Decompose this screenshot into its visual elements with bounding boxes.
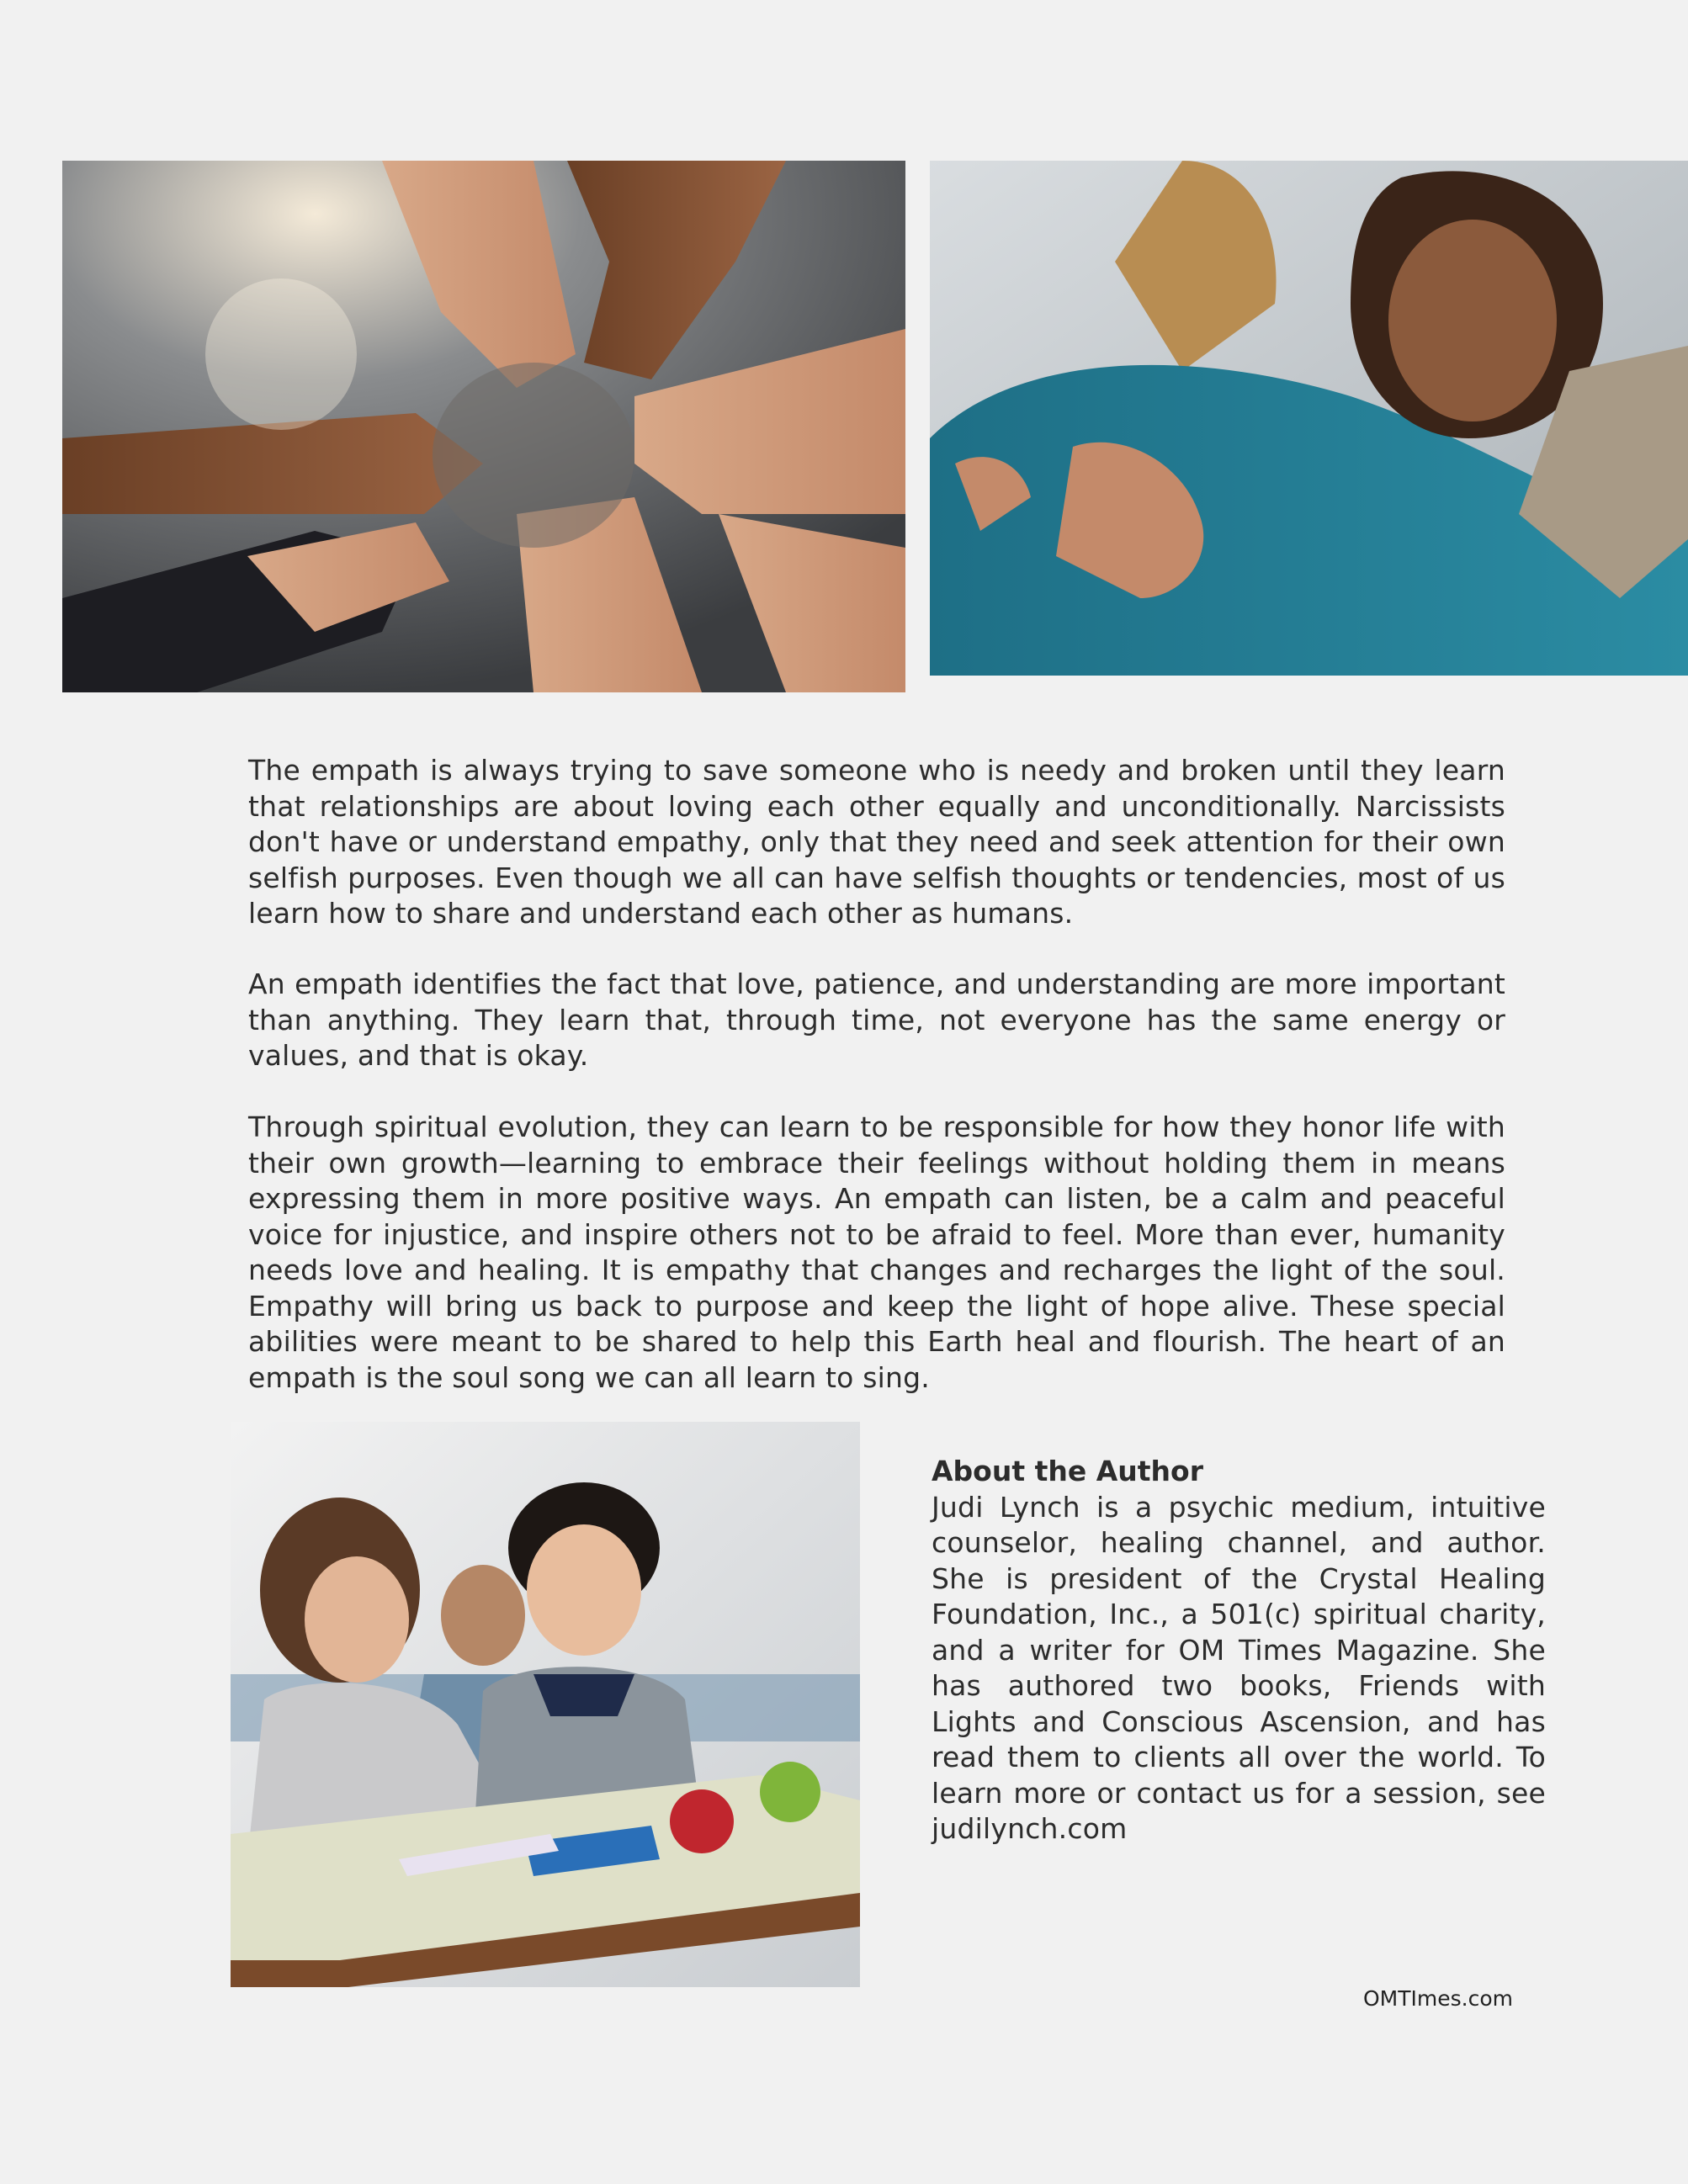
about-author-section [932,1454,1546,1847]
about-author-heading: About the Author [932,1455,1203,1487]
author-bio: Judi Lynch is a psychic medium, intuitive counselor, healing channel, and author. She is president of the Crystal Healing Foundation, Inc., a 501(c) spiritual charity, and a writer for OM Times Magazine. She has authored two books, Friends with Lights and Conscious Ascension, and has read them to clients all over the world. To learn more or contact us for a session, see judilynch.com [932,1490,1546,1845]
article-paragraph-2: An empath identifies the fact that love, patience, and understanding are more important than anything. They learn that, through time, not everyone has the same energy or values, and that is okay. [248,967,1505,1072]
article-paragraph-3: Through spiritual evolution, they can learn to be responsible for how they honor life with their own growth—learning to embrace their feelings without holding them in means expressing them in more positive ways. An empath can listen, be a calm and peaceful voice for injustice, and inspire others not to be afraid to feel. More than ever, humanity needs love and healing. It is empathy that changes and recharges the light of the soul. Empathy will bring us back to purpose and keep the light of hope alive. These special abilities were meant to be shared to help this Earth heal and flourish. The heart of an empath is the soul song we can all learn to sing. [248,1111,1505,1394]
classroom-photo [231,1422,860,1987]
hands-circle-photo [62,161,905,692]
article-paragraph-1: The empath is always trying to save someone who is needy and broken until they learn that relationships are about loving each other equally and unconditionally. Narcissists don't have or understand empathy, only that they need and seek attention for their own selfish purposes. Even though we all can have selfish thoughts or tendencies, most of us learn how to share and understand each other as humans. [248,754,1505,930]
girls-hugging-photo [930,161,1688,676]
footer-site-name: OMTImes.com [1363,1986,1513,2011]
